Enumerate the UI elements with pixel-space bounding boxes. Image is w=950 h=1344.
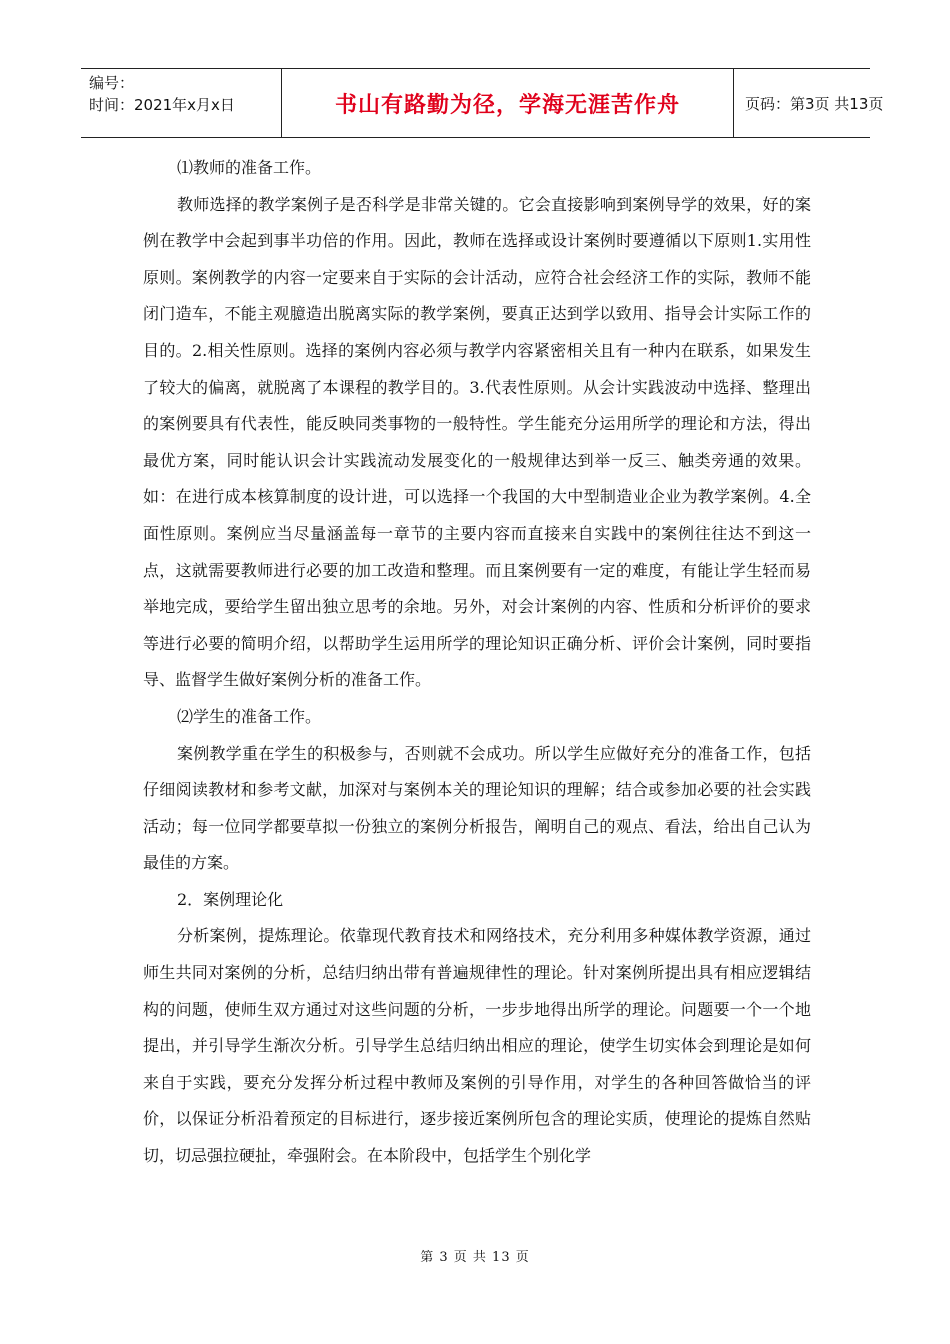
header-meta xyxy=(81,69,281,137)
header-motto-cell xyxy=(281,69,734,137)
document-number-label: 编号： xyxy=(89,74,135,92)
document-body xyxy=(143,150,811,1175)
page-header xyxy=(81,68,884,138)
body-paragraph: 教师选择的教学案例子是否科学是非常关键的。它会直接影响到案例导学的效果，好的案例在教学中会起到事半功倍的作用。因此，教师在选择或设计案例时要遵循以下原则1.实用性原则。案例教学的内容一定要来自于实际的会计活动，应符合社会经济工作的实际，教师不能闭门造车，不能主观臆造出脱离实际的教学案例，要真正达到学以致用、指导会计实际工作的目的。2.相关性原则。选择的案例内容必须与教学内容紧密相关且有一种内在联系，如果发生了较大的偏离，就脱离了本课程的教学目的。3.代表性原则。从会计实践波动中选择、整理出的案例要具有代表性，能反映同类事物的一般特性。学生能充分运用所学的理论和方法，得出最优方案，同时能认识会计实践流动发展变化的一般规律达到举一反三、触类旁通的效果。如：在进行成本核算制度的设计进，可以选择一个我国的大中型制造业企业为教学案例。4.全面性原则。案例应当尽量涵盖每一章节的主要内容而直接来自实践中的案例往往达不到这一点，这就需要教师进行必要的加工改造和整理。而且案例要有一定的难度，有能让学生轻而易举地完成，要给学生留出独立思考的余地。另外，对会计案例的内容、性质和分析评价的要求等进行必要的简明介绍，以帮助学生运用所学的理论知识正确分析、评价会计案例，同时要指导、监督学生做好案例分析的准备工作。 xyxy=(143,194,811,690)
body-paragraph: 案例教学重在学生的积极参与，否则就不会成功。所以学生应做好充分的准备工作，包括仔细阅读教材和参考文献，加深对与案例本关的理论知识的理解；结合或参加必要的社会实践活动；每一位同学都要草拟一份独立的案例分析报告，阐明自己的观点、看法，给出自己认为最佳的方案。 xyxy=(143,743,811,873)
document-date-label: 时间：2021年x月x日 xyxy=(89,96,235,114)
subsection-heading: ⑴教师的准备工作。 xyxy=(177,158,322,177)
header-page-number: 页码：第3页 共13页 xyxy=(745,94,884,113)
body-paragraph: 分析案例，提炼理论。依靠现代教育技术和网络技术，充分利用多种媒体教学资源，通过师生共同对案例的分析，总结归纳出带有普遍规律性的理论。针对案例所提出具有相应逻辑结构的问题，使师生双方通过对这些问题的分析，一步步地得出所学的理论。问题要一个一个地提出，并引导学生渐次分析。引导学生总结归纳出相应的理论，使学生切实体会到理论是如何来自于实践，要充分发挥分析过程中教师及案例的引导作用，对学生的各种回答做恰当的评价，以保证分析沿着预定的目标进行，逐步接近案例所包含的理论实质，使理论的提炼自然贴切，切忌强拉硬扯，牵强附会。在本阶段中，包括学生个别化学 xyxy=(143,926,811,1166)
page-footer: 第 3 页 共 13 页 xyxy=(420,1250,530,1265)
subsection-heading: ⑵学生的准备工作。 xyxy=(177,706,322,726)
section-heading: 2．案例理论化 xyxy=(177,889,284,909)
header-motto: 书山有路勤为径，学海无涯苦作舟 xyxy=(334,91,680,118)
